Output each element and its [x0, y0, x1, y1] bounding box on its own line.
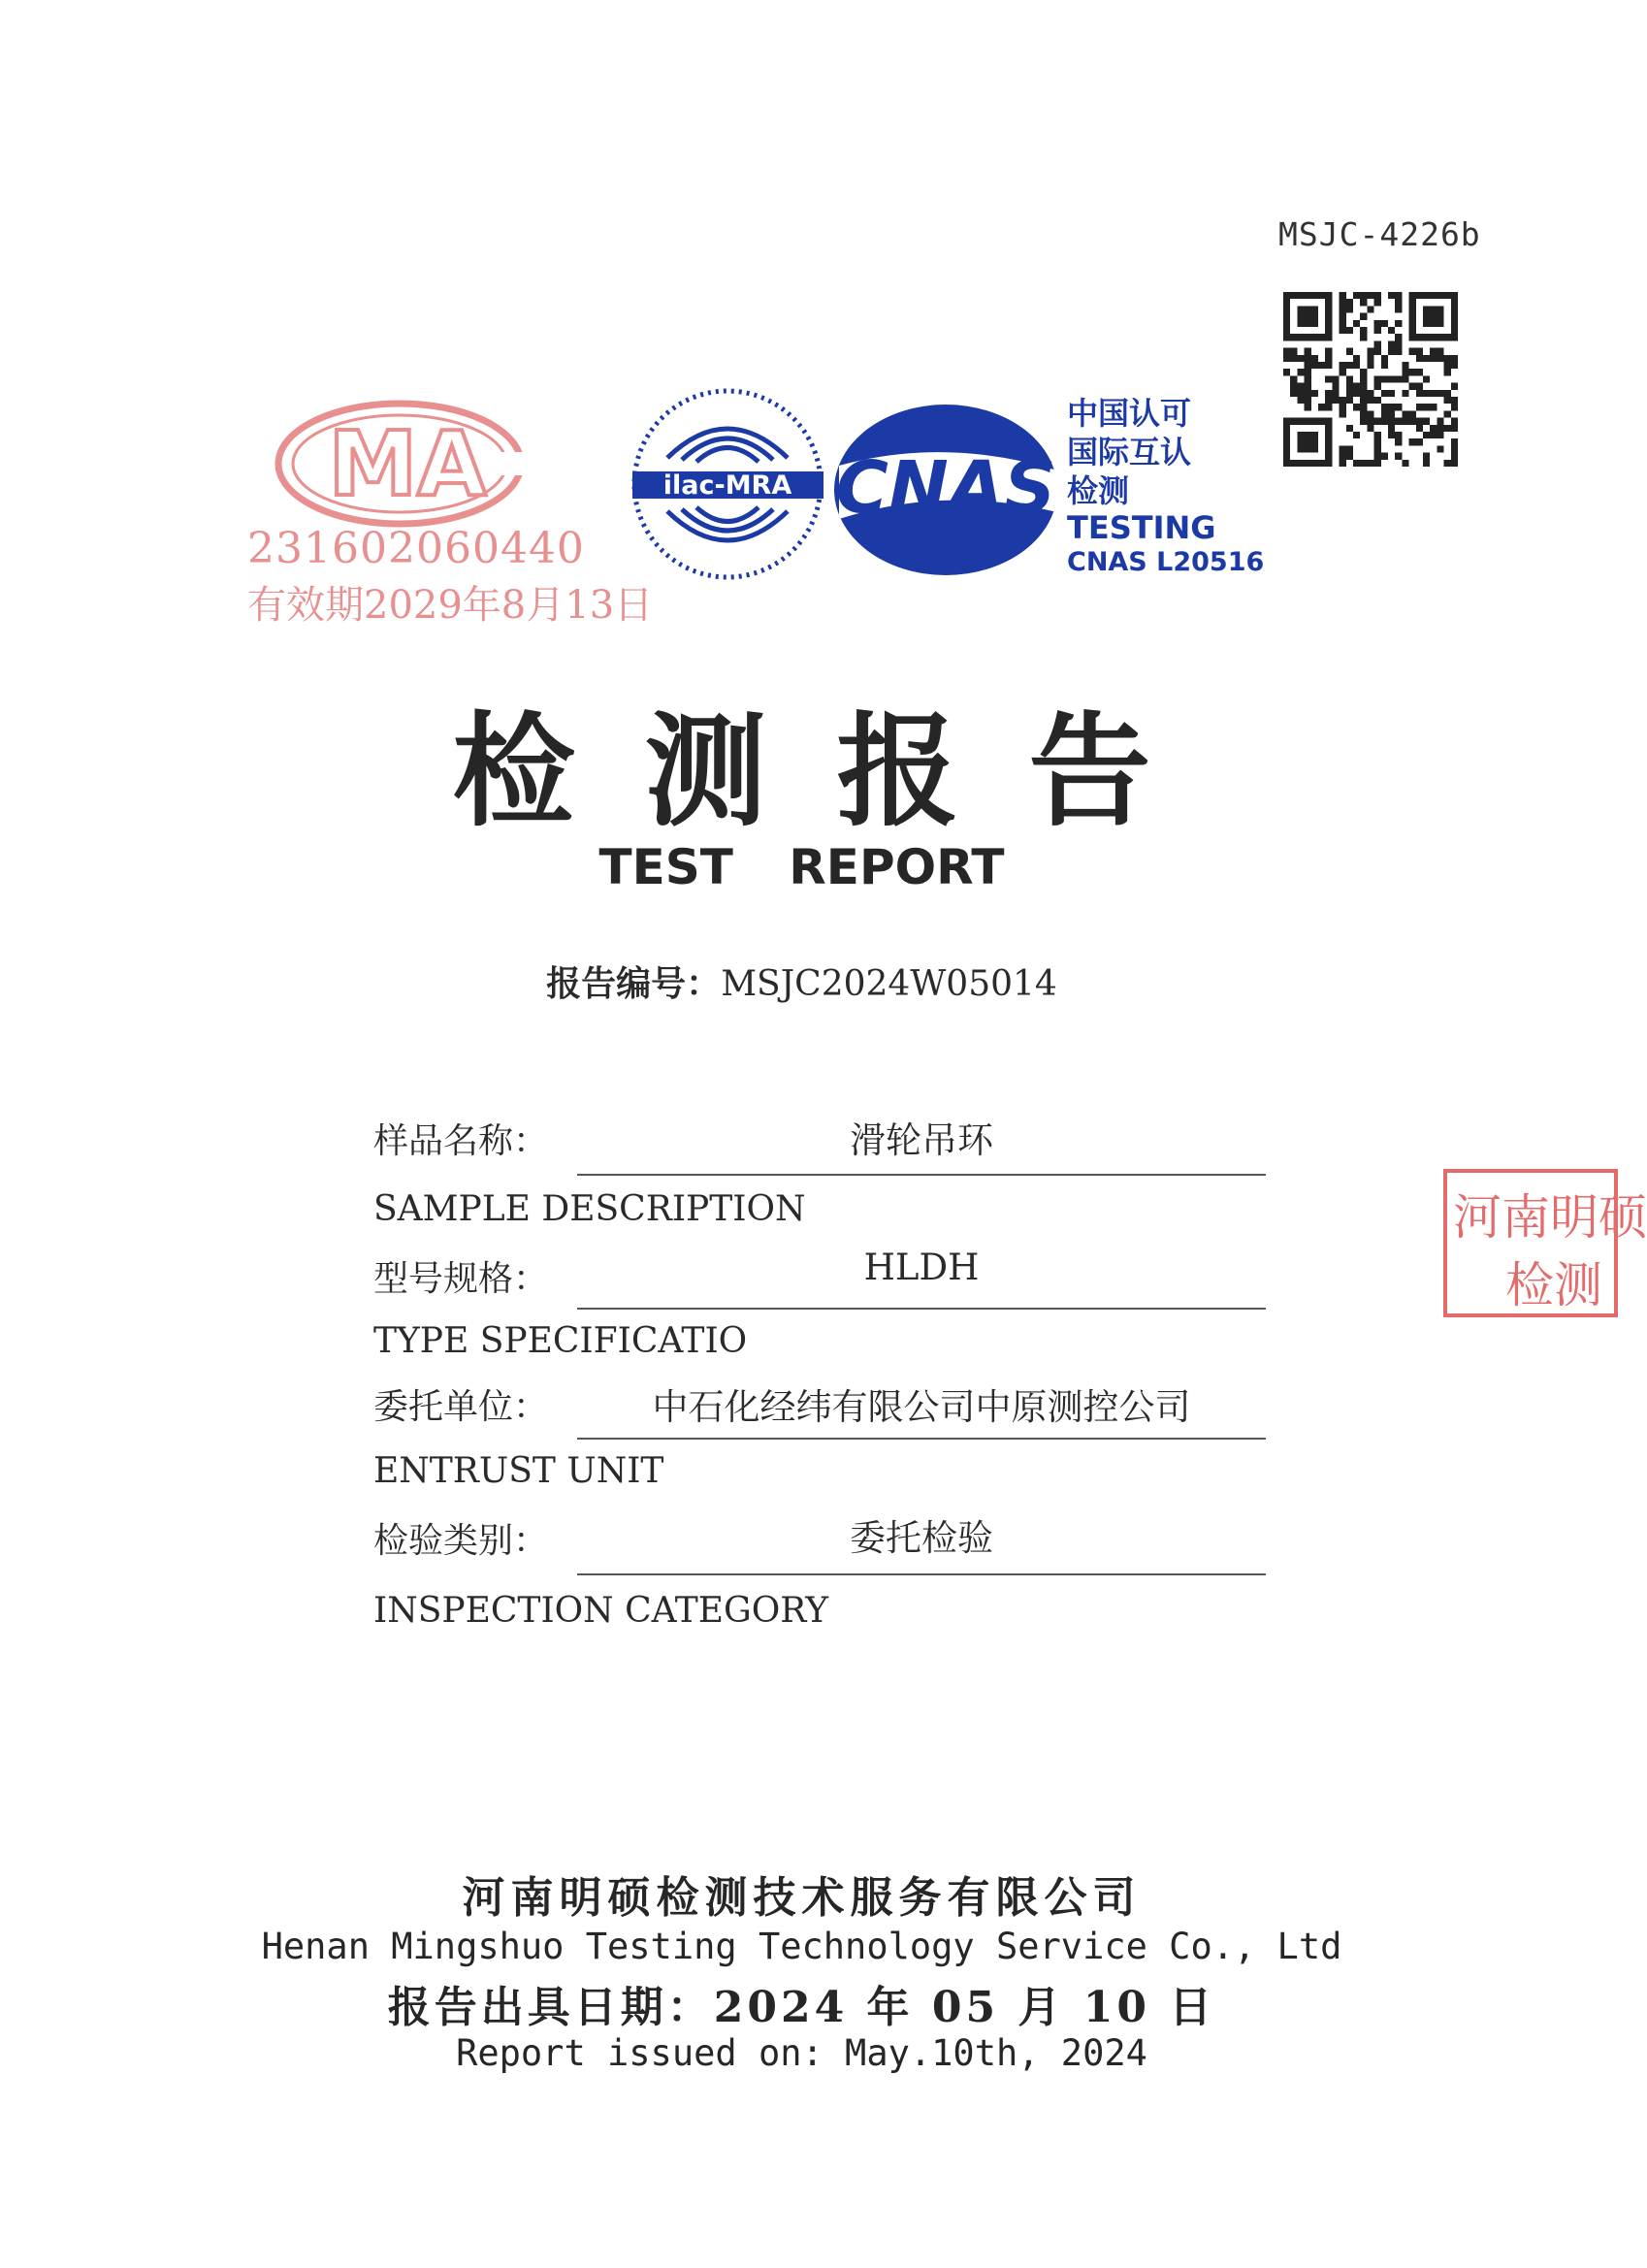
cnas-line2: 国际互认 [1067, 434, 1192, 470]
category-underline [577, 1573, 1266, 1575]
cnas-line3: 检测 [1067, 472, 1130, 509]
type-underline [577, 1308, 1266, 1310]
ilac-mark-text: ilac-MRA [662, 470, 792, 501]
entrust-label-cn: 委托单位： [373, 1387, 549, 1427]
company-seal [1443, 1169, 1647, 1317]
cnas-mark-text: CNAS [835, 446, 1056, 530]
seal-line1: 河南明硕 [1453, 1189, 1647, 1246]
cnas-line1: 中国认可 [1067, 395, 1192, 432]
qr-code-icon [1283, 292, 1458, 467]
type-value: HLDH [863, 1247, 980, 1288]
sample-value: 滑轮吊环 [850, 1119, 993, 1161]
report-number-label: 报告编号： [546, 964, 722, 1004]
report-number [0, 956, 1603, 1006]
cma-validity: 有效期2029年8月13日 [247, 583, 654, 628]
cma-logo [272, 396, 529, 532]
issue-date-en: Report issued on: May.10th, 2024 [456, 2032, 1147, 2074]
cnas-logo [829, 398, 1067, 582]
company-name-en: Henan Mingshuo Testing Technology Service Co., Ltd [261, 1926, 1342, 1967]
title-english: TEST REPORT [598, 839, 1005, 895]
entrust-label-en: ENTRUST UNIT [373, 1451, 664, 1491]
category-value: 委托检验 [850, 1517, 993, 1559]
type-label-en: TYPE SPECIFICATIO [373, 1321, 748, 1361]
seal-line2: 检测 [1505, 1257, 1602, 1313]
sample-underline [577, 1174, 1266, 1176]
entrust-underline [577, 1438, 1266, 1440]
type-label-cn: 型号规格： [373, 1259, 549, 1299]
issue-date-cn: 报告出具日期：2024 年 05 月 10 日 [387, 1983, 1216, 2032]
company-name-cn: 河南明硕检测技术服务有限公司 [462, 1873, 1142, 1923]
title-chinese: 检测报告 [452, 699, 1221, 843]
entrust-value: 中石化经纬有限公司中原测控公司 [652, 1386, 1191, 1428]
report-number-value: MSJC2024W05014 [721, 964, 1057, 1004]
cma-mark-text: MA [328, 412, 487, 516]
cnas-line4: TESTING [1067, 509, 1216, 546]
ilac-mra-logo [629, 380, 827, 589]
category-label-cn: 检验类别： [373, 1521, 549, 1561]
cnas-line5: CNAS L20516 [1067, 547, 1265, 577]
cma-number: 231602060440 [247, 524, 585, 573]
sample-label-en: SAMPLE DESCRIPTION [373, 1189, 806, 1229]
category-label-en: INSPECTION CATEGORY [373, 1591, 829, 1631]
cnas-caption [1067, 395, 1265, 577]
sample-label-cn: 样品名称： [373, 1121, 549, 1161]
document-code: MSJC-4226b [1278, 215, 1481, 253]
